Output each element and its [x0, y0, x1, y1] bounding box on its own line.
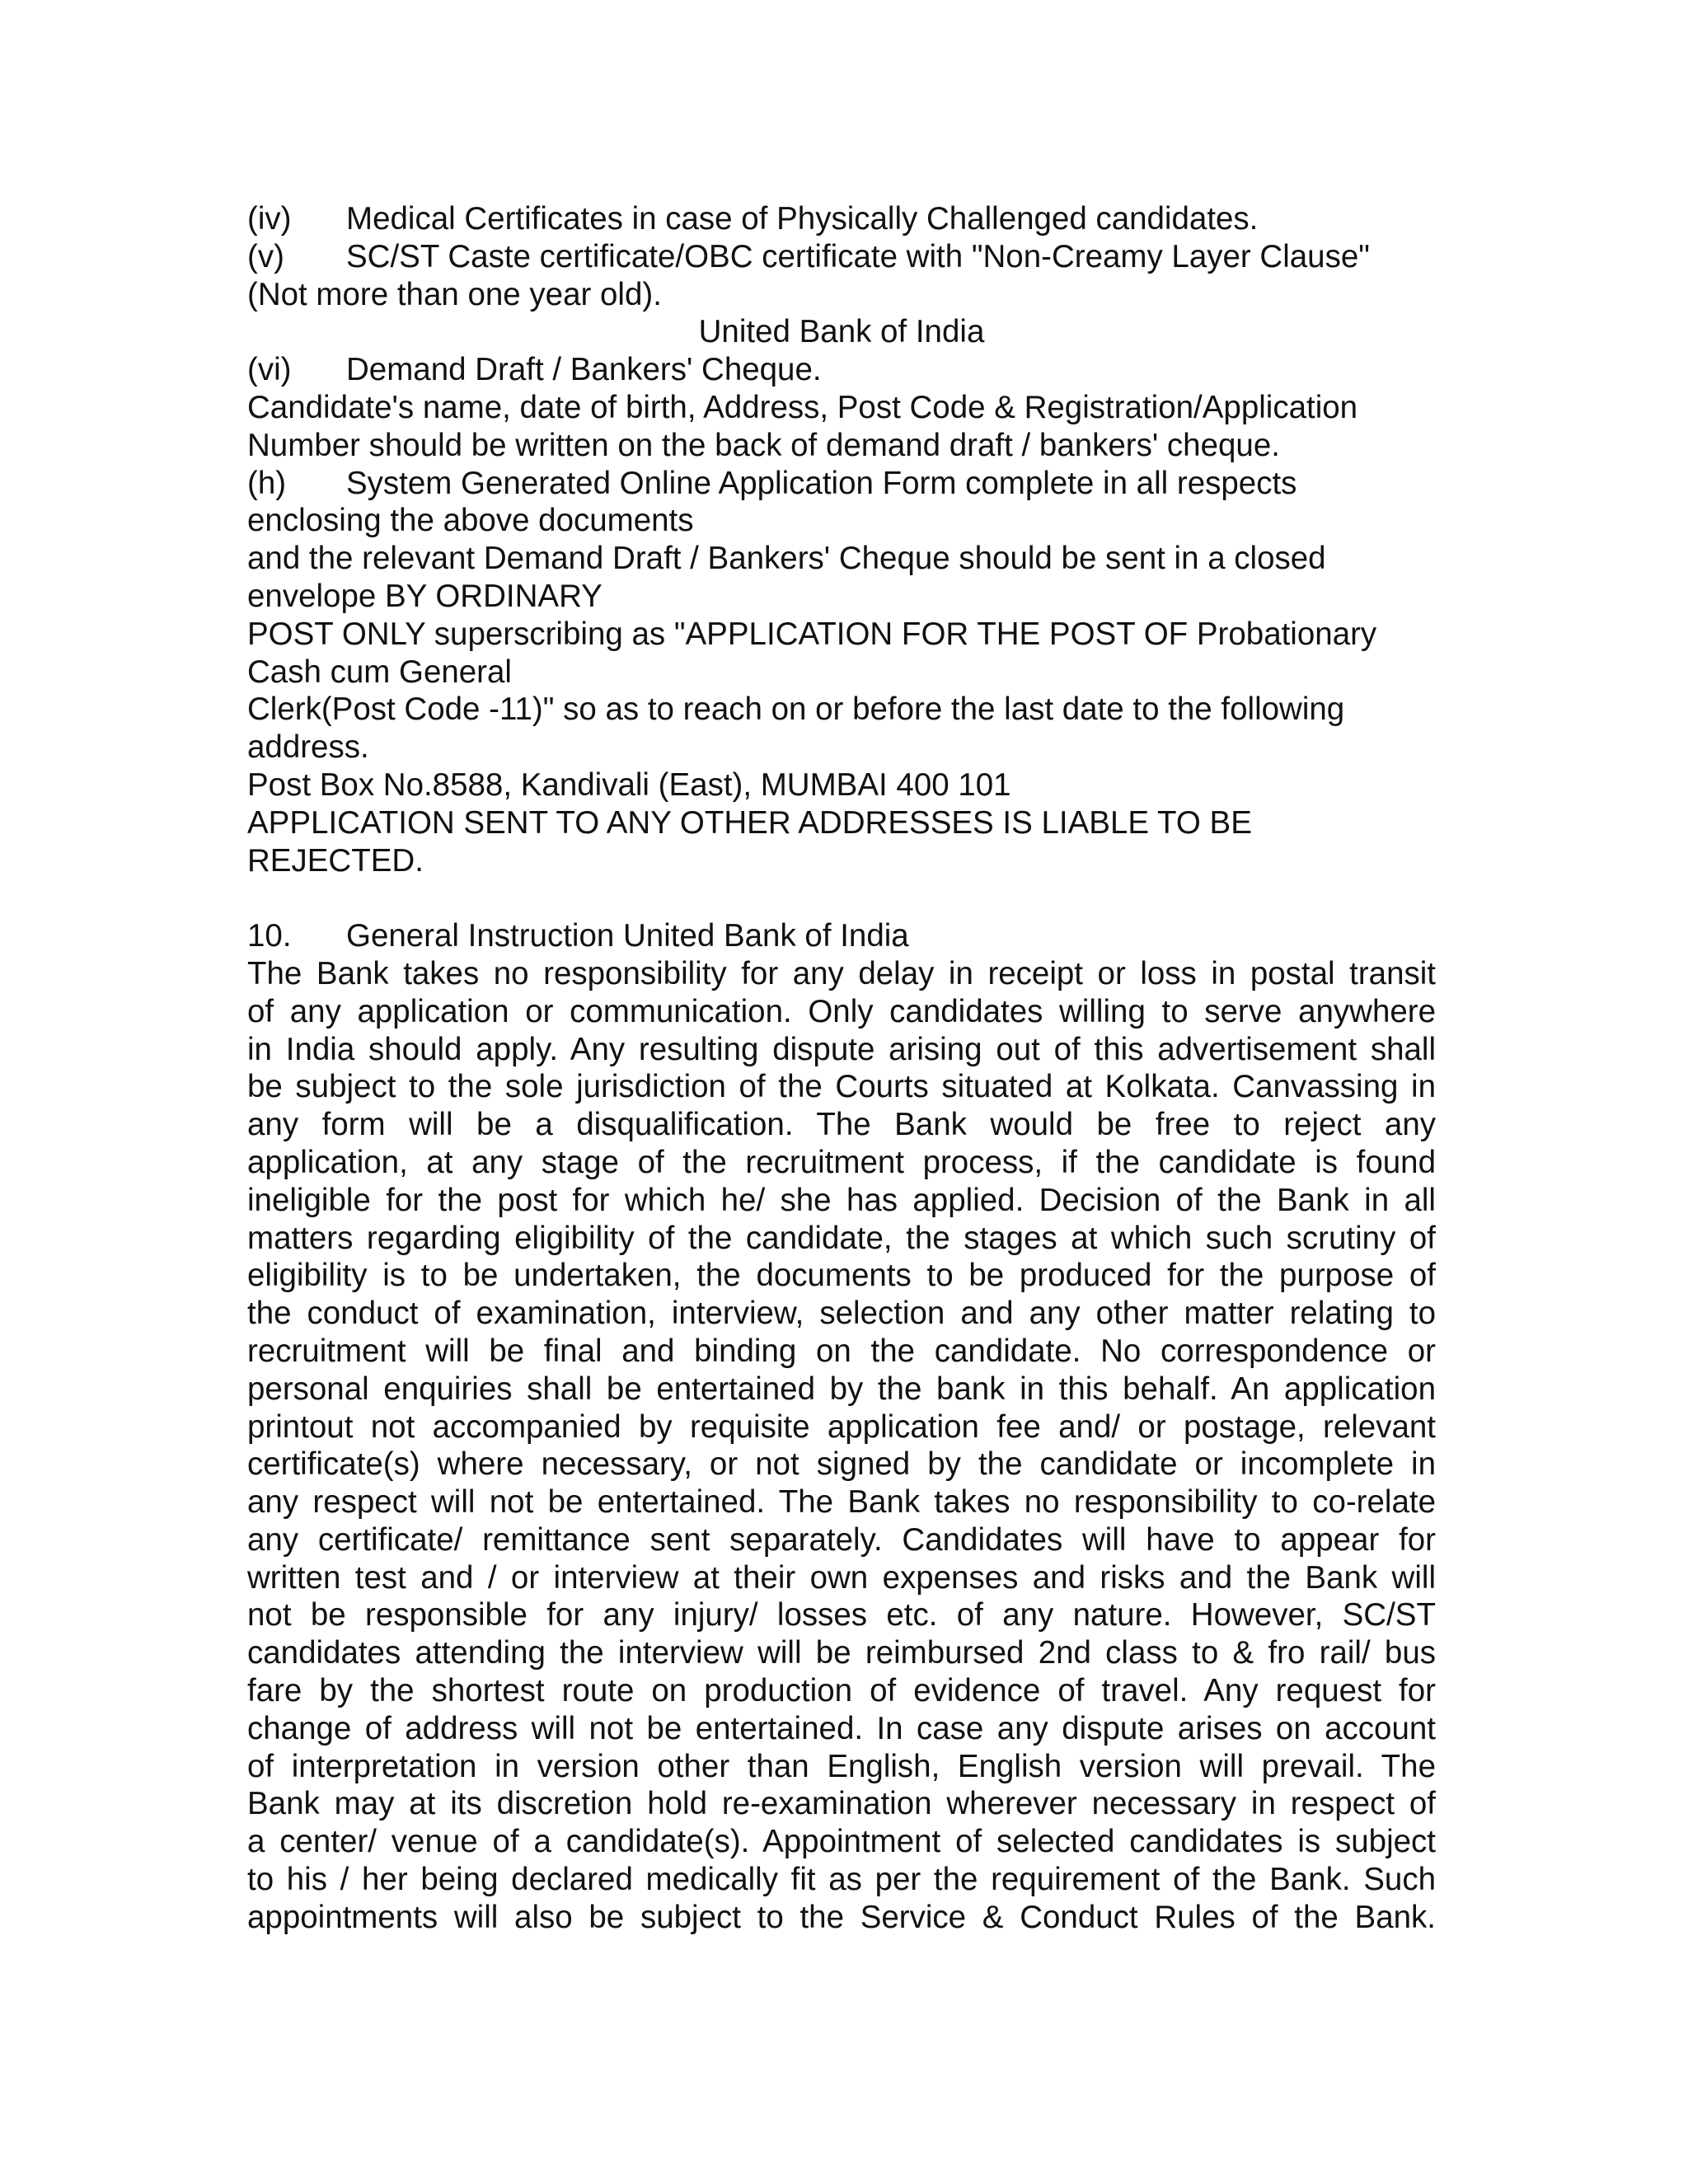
- text-line: enclosing the above documents: [247, 503, 694, 539]
- paragraph-line: matters regarding eligibility of the candidate, the stages at which such scrutiny of: [247, 1220, 1436, 1256]
- paragraph-line: written test and / or interview at their own expenses and risks and the Bank will: [247, 1559, 1436, 1596]
- text-line: Cash cum General: [247, 654, 512, 690]
- paragraph-line: a center/ venue of a candidate(s). Appointment of selected candidates is subject: [247, 1824, 1436, 1860]
- section-number: 10.: [247, 918, 292, 954]
- paragraph-line: the conduct of examination, interview, selection and any other matter relating to: [247, 1296, 1436, 1332]
- item-text: Medical Certificates in case of Physically Challenged candidates.: [346, 201, 1259, 237]
- text-line: and the relevant Demand Draft / Bankers' Cheque should be sent in a closed: [247, 541, 1326, 577]
- paragraph-line: fare by the shortest route on production of evidence of travel. Any request for: [247, 1673, 1436, 1709]
- item-text: SC/ST Caste certificate/OBC certificate with "Non-Creamy Layer Clause": [346, 238, 1370, 274]
- paragraph-line: ineligible for the post for which he/ she has applied. Decision of the Bank in all: [247, 1182, 1436, 1218]
- text-line: address.: [247, 729, 369, 766]
- text-line: Clerk(Post Code -11)" so as to reach on or before the last date to the following: [247, 691, 1345, 728]
- item-number: (h): [247, 465, 287, 501]
- item-text: System Generated Online Application Form complete in all respects: [346, 465, 1297, 501]
- text-line: Number should be written on the back of demand draft / bankers' cheque.: [247, 427, 1280, 463]
- item-number: (iv): [247, 201, 292, 237]
- paragraph-line: application, at any stage of the recruitment process, if the candidate is found: [247, 1144, 1436, 1180]
- text-line: (Not more than one year old).: [247, 276, 662, 312]
- section-heading: United Bank of India: [698, 314, 985, 350]
- paragraph-line: of any application or communication. Only candidates willing to serve anywhere: [247, 993, 1436, 1029]
- paragraph-line: any respect will not be entertained. The Bank takes no responsibility to co-relate: [247, 1484, 1436, 1521]
- section-title: General Instruction United Bank of India: [346, 918, 909, 954]
- list-item-vi: [247, 351, 1436, 389]
- paragraph-line: eligibility is to be undertaken, the documents to be produced for the purpose of: [247, 1258, 1436, 1294]
- text-line: POST ONLY superscribing as "APPLICATION FOR THE POST OF Probationary: [247, 616, 1377, 652]
- paragraph-line: printout not accompanied by requisite application fee and/ or postage, relevant: [247, 1408, 1436, 1445]
- paragraph-line: The Bank takes no responsibility for any delay in receipt or loss in postal transit: [247, 955, 1436, 991]
- text-line: Candidate's name, date of birth, Address, Post Code & Registration/Application: [247, 389, 1358, 425]
- paragraph-line: certificate(s) where necessary, or not signed by the candidate or incomplete in: [247, 1446, 1436, 1483]
- text-line: envelope BY ORDINARY: [247, 578, 603, 614]
- paragraph-line: change of address will not be entertained. In case any dispute arises on account: [247, 1710, 1436, 1746]
- paragraph-line: not be responsible for any injury/ losses etc. of any nature. However, SC/ST: [247, 1597, 1436, 1633]
- item-text: Demand Draft / Bankers' Cheque.: [346, 352, 822, 388]
- paragraph-line: in India should apply. Any resulting dispute arising out of this advertisement shall: [247, 1031, 1436, 1067]
- paragraph-line: any certificate/ remittance sent separately. Candidates will have to appear for: [247, 1521, 1436, 1558]
- warning-line: REJECTED.: [247, 842, 424, 879]
- paragraph-line: personal enquiries shall be entertained by the bank in this behalf. An application: [247, 1371, 1436, 1407]
- paragraph-line: appointments will also be subject to the Service & Conduct Rules of the Bank.: [247, 1899, 1436, 1935]
- warning-line: APPLICATION SENT TO ANY OTHER ADDRESSES IS LIABLE TO BE: [247, 804, 1252, 841]
- paragraph-line: of interpretation in version other than English, English version will prevail. The: [247, 1748, 1436, 1784]
- paragraph-line: any form will be a disqualification. The Bank would be free to reject any: [247, 1107, 1436, 1143]
- general-instruction-paragraph: [247, 955, 1436, 1937]
- list-item-h: [247, 465, 1436, 503]
- document-page: [247, 200, 1436, 1937]
- paragraph-line: candidates attending the interview will be reimbursed 2nd class to & fro rail/ bus: [247, 1635, 1436, 1671]
- paragraph-line: to his / her being declared medically fit as per the requirement of the Bank. Such: [247, 1862, 1436, 1898]
- paragraph-line: recruitment will be final and binding on the candidate. No correspondence or: [247, 1333, 1436, 1369]
- item-number: (vi): [247, 352, 292, 388]
- list-item-v: [247, 238, 1436, 276]
- item-number: (v): [247, 238, 284, 274]
- list-item-iv: [247, 200, 1436, 238]
- paragraph-line: Bank may at its discretion hold re-examination wherever necessary in respect of: [247, 1786, 1436, 1822]
- spacer: [247, 879, 1436, 917]
- paragraph-line: be subject to the sole jurisdiction of the Courts situated at Kolkata. Canvassing in: [247, 1069, 1436, 1105]
- section-10-heading: [247, 917, 1436, 955]
- address-line: Post Box No.8588, Kandivali (East), MUMBAI 400 101: [247, 766, 1011, 803]
